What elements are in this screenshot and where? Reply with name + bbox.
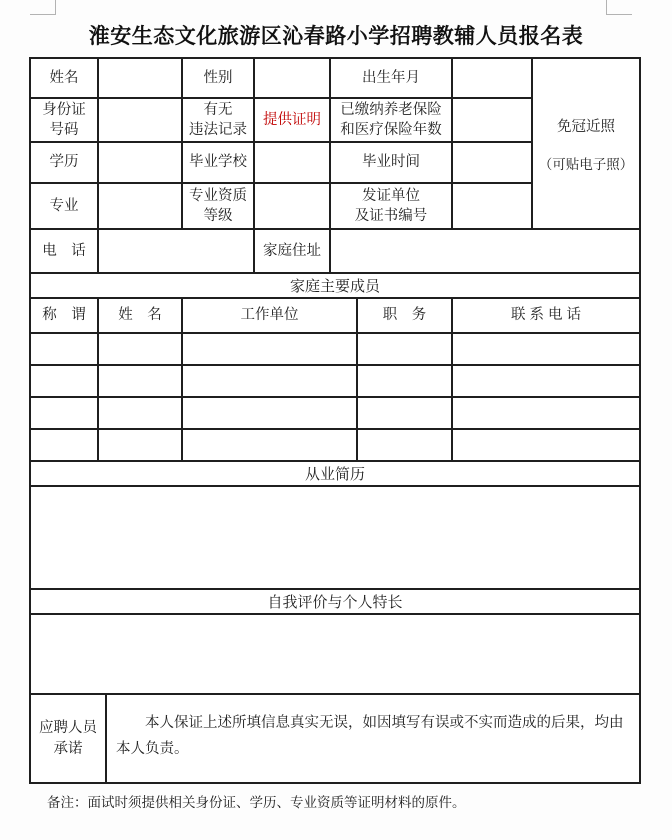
graduate-time-value-cell[interactable]	[453, 143, 533, 182]
family-employer-cell[interactable]	[183, 366, 358, 396]
gender-label: 性别	[183, 59, 255, 97]
form-title: 淮安生态文化旅游区沁春路小学招聘教辅人员报名表	[88, 25, 584, 48]
birth-label: 出生年月	[331, 59, 453, 97]
major-label: 专业	[31, 184, 99, 228]
family-position-cell[interactable]	[358, 398, 453, 428]
name-value-cell[interactable]	[99, 59, 183, 97]
pledge-label-line1: 应聘人员	[39, 720, 97, 737]
self-evaluation-section-title: 自我评价与个人特长	[31, 590, 639, 615]
page-corner-mark-right	[606, 0, 632, 15]
id-number-label-line1: 身份证	[42, 101, 86, 118]
family-employer-cell[interactable]	[183, 334, 358, 364]
family-name-cell[interactable]	[99, 398, 183, 428]
family-section-title: 家庭主要成员	[31, 274, 639, 299]
family-relation-cell[interactable]	[31, 430, 99, 460]
row-phone-address	[31, 230, 639, 274]
major-value-cell[interactable]	[99, 184, 183, 228]
photo-placeholder-cell[interactable]	[533, 59, 639, 228]
row-name	[31, 59, 533, 99]
family-position-cell[interactable]	[358, 366, 453, 396]
phone-value-cell[interactable]	[99, 230, 255, 272]
certificate-label	[331, 184, 453, 228]
insurance-years-label	[331, 99, 453, 141]
criminal-record-label	[183, 99, 255, 141]
page-corner-mark-left	[30, 0, 56, 15]
id-number-value-cell[interactable]	[99, 99, 183, 141]
family-header-row	[31, 299, 639, 334]
family-relation-cell[interactable]	[31, 398, 99, 428]
row-major	[31, 184, 533, 228]
family-employer-cell[interactable]	[183, 430, 358, 460]
name-label: 姓名	[31, 59, 99, 97]
insurance-years-value-cell[interactable]	[453, 99, 533, 141]
insurance-label-line2: 和医疗保险年数	[340, 122, 442, 138]
insurance-label-line1: 已缴纳养老保险	[340, 101, 442, 118]
footnote: 备注：面试时须提供相关身份证、学历、专业资质等证明材料的原件。	[47, 795, 466, 810]
criminal-record-label-line1: 有无	[203, 101, 233, 118]
birth-value-cell[interactable]	[453, 59, 533, 97]
qualification-label-line1: 专业资质	[189, 187, 247, 204]
family-relation-cell[interactable]	[31, 366, 99, 396]
basic-info-block	[31, 59, 639, 230]
experience-content-cell[interactable]	[31, 487, 639, 590]
id-number-label	[31, 99, 99, 141]
self-evaluation-content-cell[interactable]	[31, 615, 639, 695]
graduate-school-value-cell[interactable]	[255, 143, 331, 182]
certificate-label-line2: 及证书编号	[354, 208, 428, 224]
basic-info-grid	[31, 59, 533, 228]
family-header-employer: 工作单位	[183, 299, 358, 332]
family-phone-cell[interactable]	[453, 430, 639, 460]
application-form-table	[29, 57, 641, 784]
family-row-3	[31, 398, 639, 430]
pledge-row	[31, 695, 639, 782]
family-row-1	[31, 334, 639, 366]
qualification-label	[183, 184, 255, 228]
gender-value-cell[interactable]	[255, 59, 331, 97]
family-position-cell[interactable]	[358, 334, 453, 364]
pledge-text-cell	[107, 695, 639, 782]
id-number-label-line2: 号码	[49, 122, 79, 138]
row-education	[31, 143, 533, 184]
graduate-time-label: 毕业时间	[331, 143, 453, 182]
family-phone-cell[interactable]	[453, 334, 639, 364]
family-name-cell[interactable]	[99, 366, 183, 396]
qualification-value-cell[interactable]	[255, 184, 331, 228]
certificate-value-cell[interactable]	[453, 184, 533, 228]
photo-note: （可贴电子照）	[538, 156, 634, 172]
family-phone-cell[interactable]	[453, 398, 639, 428]
photo-label: 免冠近照	[557, 118, 615, 135]
criminal-record-note: 提供证明	[255, 99, 331, 141]
family-header-relation: 称 谓	[31, 299, 99, 332]
family-relation-cell[interactable]	[31, 334, 99, 364]
family-phone-cell[interactable]	[453, 366, 639, 396]
experience-section-title: 从业简历	[31, 462, 639, 487]
graduate-school-label: 毕业学校	[183, 143, 255, 182]
education-label: 学历	[31, 143, 99, 182]
pledge-label-line2: 承诺	[53, 740, 83, 757]
family-name-cell[interactable]	[99, 430, 183, 460]
home-address-value-cell[interactable]	[331, 230, 639, 272]
row-id-number	[31, 99, 533, 143]
family-name-cell[interactable]	[99, 334, 183, 364]
family-position-cell[interactable]	[358, 430, 453, 460]
criminal-record-label-line2: 违法记录	[189, 122, 247, 138]
family-header-name: 姓 名	[99, 299, 183, 332]
education-value-cell[interactable]	[99, 143, 183, 182]
pledge-text: 本人保证上述所填信息真实无误，如因填写有误或不实而造成的后果，均由本人负责。	[116, 715, 624, 757]
home-address-label: 家庭住址	[255, 230, 331, 272]
family-row-4	[31, 430, 639, 462]
family-employer-cell[interactable]	[183, 398, 358, 428]
qualification-label-line2: 等级	[203, 208, 233, 224]
pledge-label	[31, 695, 107, 782]
family-row-2	[31, 366, 639, 398]
certificate-label-line1: 发证单位	[362, 187, 420, 204]
phone-label: 电 话	[31, 230, 99, 272]
family-header-contact-phone: 联 系 电 话	[510, 307, 582, 324]
family-header-position: 职 务	[358, 299, 453, 332]
